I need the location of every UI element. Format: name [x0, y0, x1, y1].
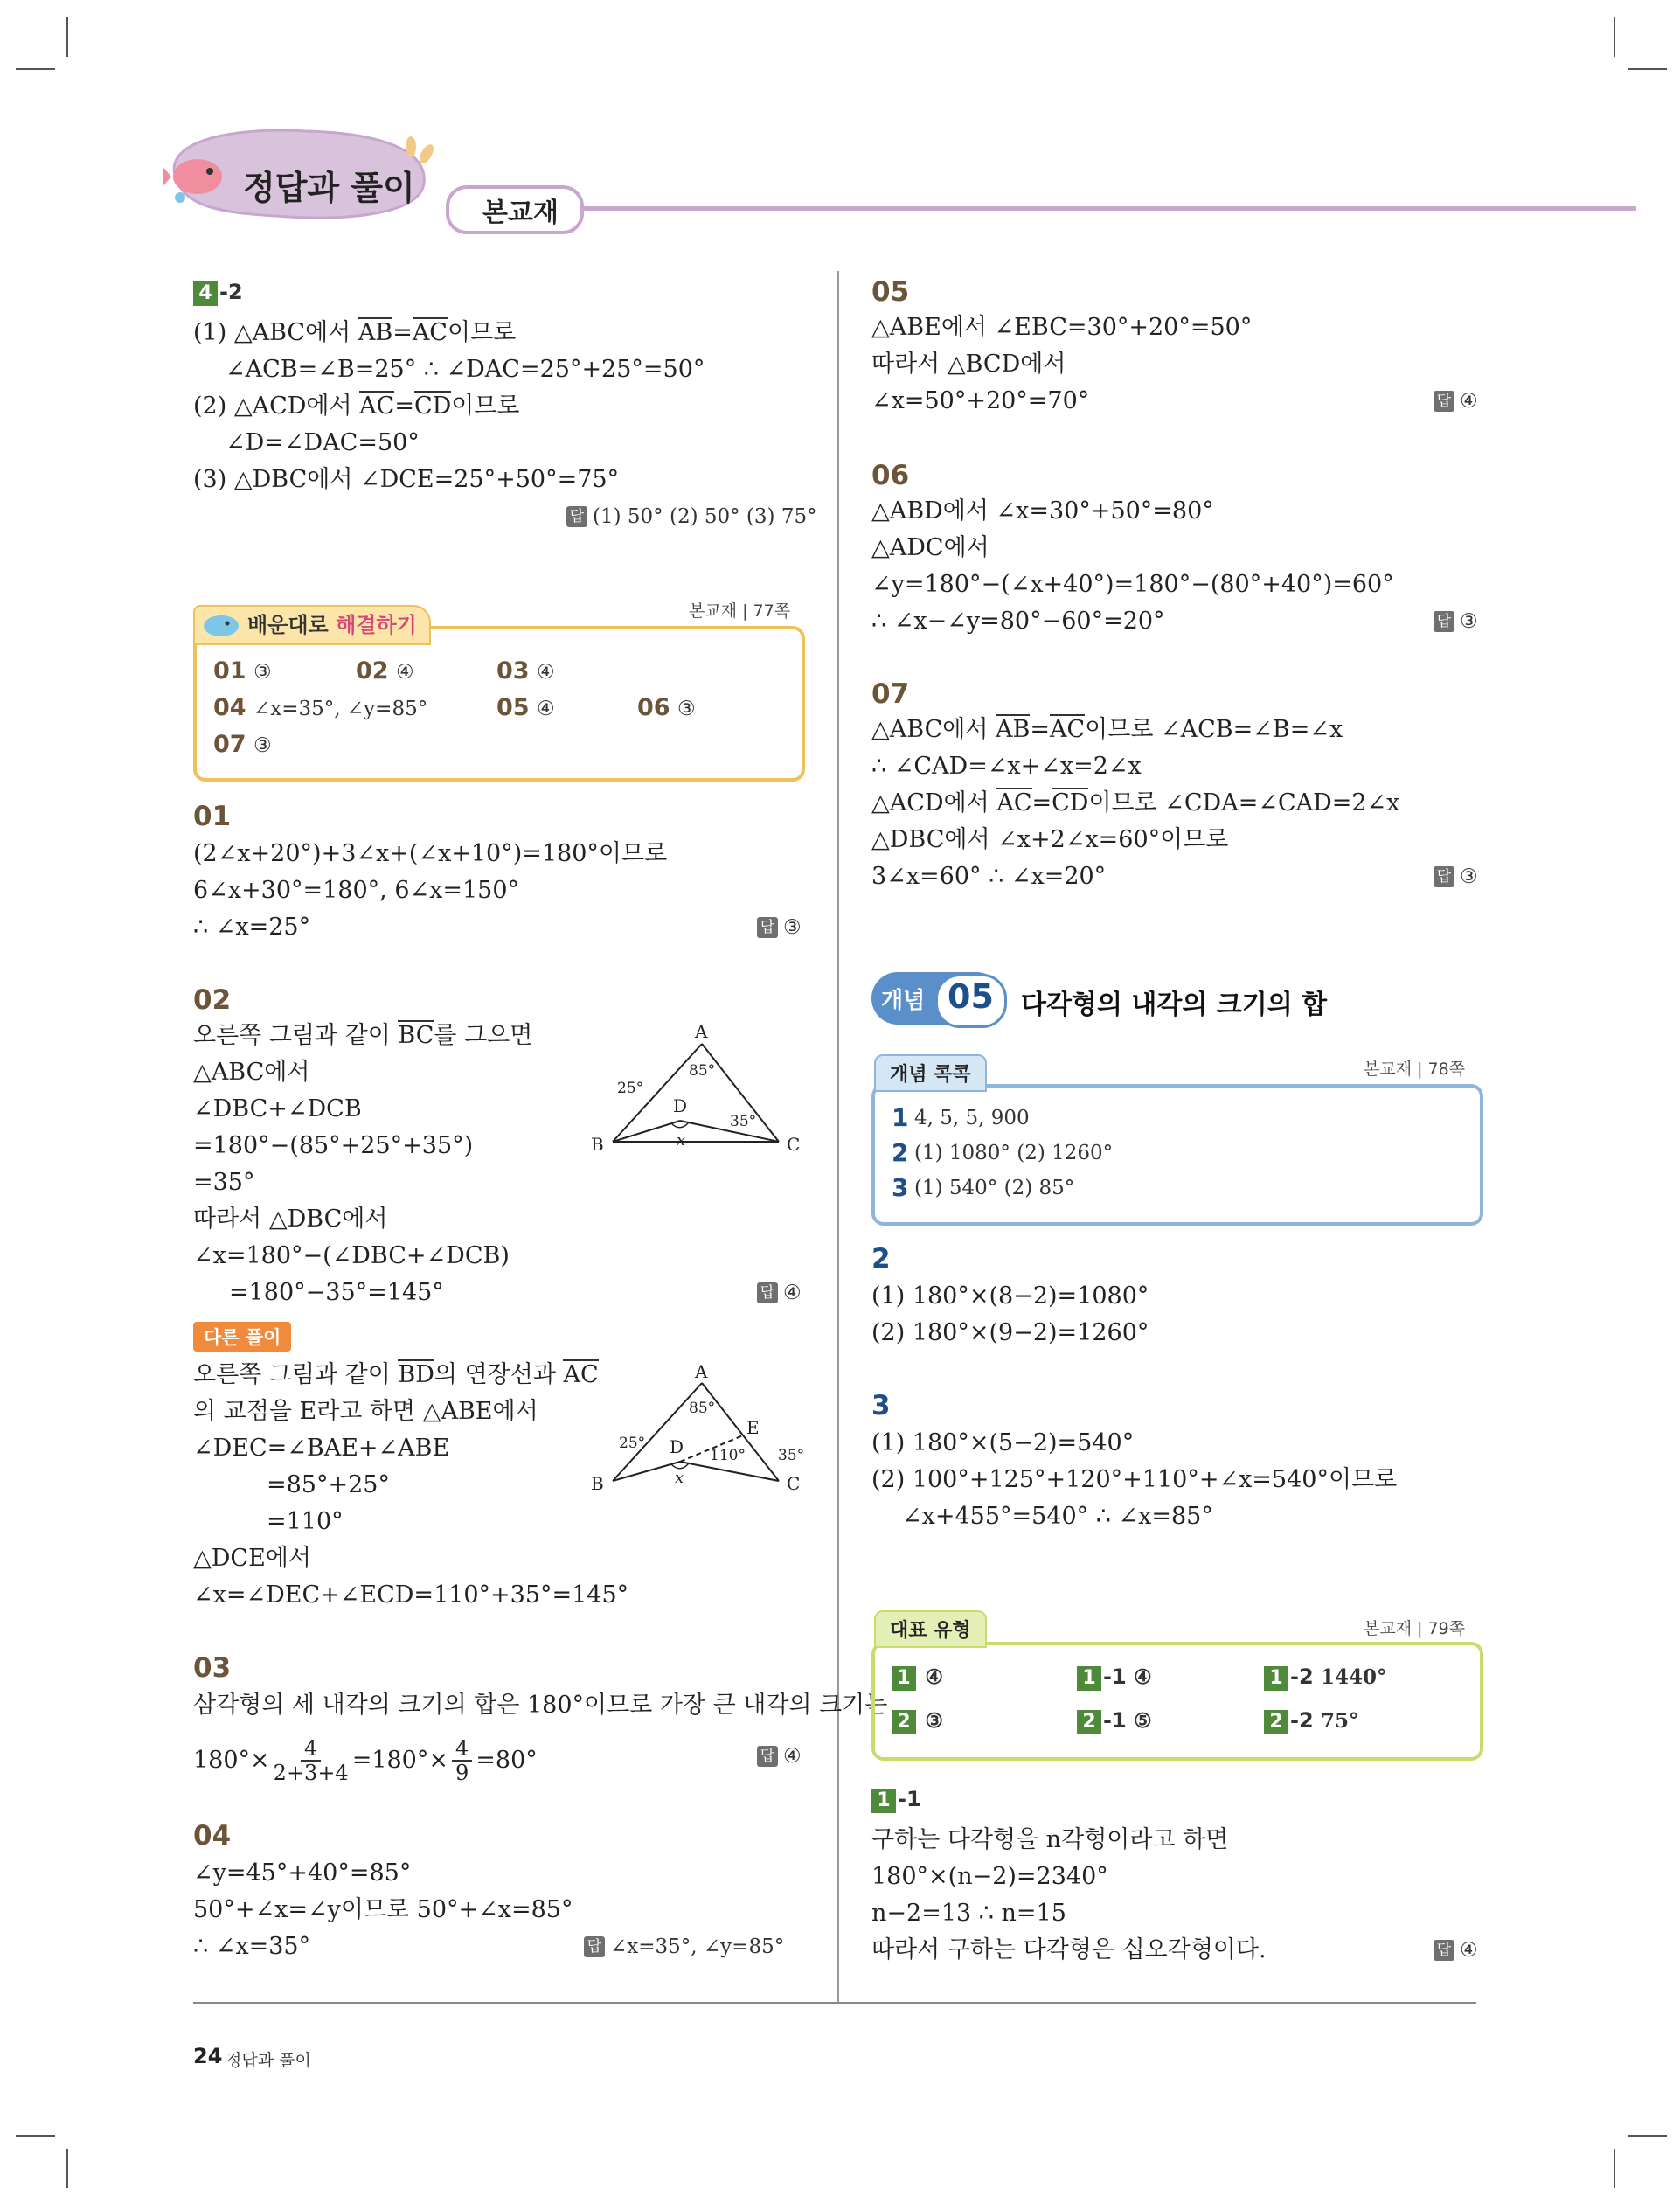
solution-number: 07 [871, 678, 910, 710]
label-35: 35° [778, 1447, 805, 1464]
text-line: 오른쪽 그림과 같이 BC를 그으면 [193, 1022, 533, 1049]
text-line: ∠DEC=∠BAE+∠ABE [193, 1435, 450, 1462]
solve-item-value: ④ [537, 698, 555, 720]
solve-item-value: ④ [396, 661, 414, 684]
text-line: △DBC에서 ∠x+2∠x=60°이므로 [871, 826, 1229, 853]
text-line: 따라서 △DBC에서 [193, 1206, 388, 1233]
label-C: C [787, 1473, 801, 1494]
text-line: ∴ ∠x=35° [193, 1933, 311, 1960]
text-line: △ABC에서 AB=AC이므로 ∠ACB=∠B=∠x [871, 716, 1343, 743]
crop-mark [16, 2135, 55, 2137]
text-line: ∠ACB=∠B=25° ∴ ∠DAC=25°+25°=50° [226, 356, 705, 383]
rep-item: 2 -1 ⑤ [1077, 1708, 1152, 1734]
solve-item-number: 04 [213, 694, 246, 721]
page-number: 24 [193, 2044, 223, 2068]
text-line: ∠y=180°−(∠x+40°)=180°−(80°+40°)=60° [871, 571, 1394, 598]
page-ref: 본교재 | 78쪽 [1364, 1060, 1466, 1079]
page-ref: 본교재 | 79쪽 [1364, 1619, 1466, 1638]
solve-item-number: 01 [213, 657, 246, 685]
answer: 답 ③ [757, 916, 802, 939]
text-line: (2) 180°×(9−2)=1260° [871, 1319, 1149, 1346]
text-line: ∠D=∠DAC=50° [226, 429, 420, 456]
solution-number: 05 [871, 276, 910, 308]
footer-rule [193, 2002, 1476, 2004]
text-line: △ABE에서 ∠EBC=30°+20°=50° [871, 314, 1253, 341]
crop-mark [16, 68, 55, 70]
text-line: =35° [193, 1169, 255, 1196]
crop-mark [1614, 2149, 1615, 2188]
answer: 답 ④ [757, 1282, 802, 1304]
header-tab-label: 본교재 [482, 198, 559, 228]
text-line: (1) △ABC에서 AB=AC이므로 [193, 319, 517, 346]
triangle-figure-1 [584, 1023, 811, 1163]
text-line: (2∠x+20°)+3∠x+(∠x+10°)=180°이므로 [193, 840, 668, 867]
text-line: =110° [267, 1508, 344, 1535]
check-item-number: 3 [892, 1173, 909, 1202]
text-line: ∴ ∠x−∠y=80°−60°=20° [871, 608, 1165, 635]
solve-item-number: 06 [637, 694, 670, 721]
text-line: △DCE에서 [193, 1545, 311, 1572]
text-line: 오른쪽 그림과 같이 BD의 연장선과 AC [193, 1361, 599, 1388]
text-line: 의 교점을 E라고 하면 △ABE에서 [193, 1398, 538, 1425]
crop-mark [66, 2149, 68, 2188]
check-tag: 개념 콕콕 [874, 1054, 987, 1092]
solve-item-number: 07 [213, 731, 246, 758]
answer: 답 ④ [1434, 390, 1478, 413]
solution-number: 03 [193, 1652, 232, 1684]
text-line: =85°+25° [267, 1471, 390, 1498]
text-line: =180°−35°=145° [229, 1279, 444, 1306]
check-item-number: 1 [892, 1103, 909, 1132]
rep-item: 2 -2 75° [1264, 1708, 1359, 1734]
header-rule [446, 206, 1636, 211]
text-line: =180°−(85°+25°+35°) [193, 1132, 474, 1159]
text-line: 50°+∠x=∠y이므로 50°+∠x=85° [193, 1896, 573, 1923]
page-title: 정답과 풀이 [243, 169, 415, 207]
answer: 답 (1) 50° (2) 50° (3) 75° [566, 505, 817, 528]
solution-number: 2 [871, 1243, 891, 1275]
rep-item: 1 -1 ④ [1077, 1664, 1152, 1691]
text-line: ∠x+455°=540° ∴ ∠x=85° [902, 1503, 1213, 1530]
tag-suffix: -2 [219, 280, 243, 304]
text-line: ∠x=180°−(∠DBC+∠DCB) [193, 1242, 510, 1269]
text-line: ∠y=45°+40°=85° [193, 1859, 412, 1887]
rep-item: 2 ③ [892, 1708, 943, 1734]
label-25: 25° [619, 1435, 646, 1452]
label-D: D [670, 1436, 684, 1457]
alt-tag: 다른 풀이 [193, 1322, 291, 1352]
text-line: 따라서 △BCD에서 [871, 351, 1066, 378]
crop-mark [1614, 17, 1615, 57]
concept-tag: 개념 [881, 988, 926, 1014]
solution-number: 02 [193, 984, 232, 1016]
solve-tag: 배운대로 해결하기 [193, 605, 431, 645]
text-line: 3∠x=60° ∴ ∠x=20° [871, 863, 1107, 890]
text-line: (3) △DBC에서 ∠DCE=25°+50°=75° [193, 466, 620, 493]
rep-item: 1 -2 1440° [1264, 1664, 1387, 1691]
label-x: x [677, 1131, 686, 1150]
solve-item-value: ③ [253, 661, 272, 684]
tag-number: 4 [193, 281, 218, 306]
label-E: E [746, 1417, 760, 1438]
label-85: 85° [689, 1400, 716, 1417]
label-A: A [695, 1364, 708, 1382]
text-line: (1) 180°×(5−2)=540° [871, 1429, 1135, 1456]
solution-number: 3 [871, 1390, 891, 1421]
answer: 답 ∠x=35°, ∠y=85° [584, 1935, 784, 1958]
text-line: n−2=13 ∴ n=15 [871, 1900, 1066, 1927]
text-line: (2) △ACD에서 AC=CD이므로 [193, 393, 520, 420]
solve-item-number: 02 [356, 657, 389, 685]
concept-number: 05 [948, 977, 994, 1016]
solve-item-value: ∠x=35°, ∠y=85° [253, 698, 428, 720]
solution-number: 06 [871, 460, 910, 491]
page-ref: 본교재 | 77쪽 [689, 601, 791, 621]
text-line: ∠x=50°+20°=70° [871, 387, 1090, 414]
fraction-line: 180°× $\frac{4}{2+3+4}$ =180°× $\frac{4}{9}$ =80° [193, 1736, 538, 1785]
check-item-value: (1) 1080° (2) 1260° [914, 1142, 1114, 1164]
label-x: x [675, 1469, 684, 1487]
text-line: △ABD에서 ∠x=30°+50°=80° [871, 497, 1214, 525]
text-line: 따라서 구하는 다각형은 십오각형이다. [871, 1936, 1267, 1963]
answer: 답 ③ [1434, 610, 1478, 633]
rep-tag-label: 대표 유형 [890, 1620, 971, 1642]
solve-item-number: 03 [496, 657, 530, 685]
text-line: ∴ ∠x=25° [193, 914, 311, 941]
column-divider [837, 271, 839, 2002]
crop-mark [1628, 68, 1667, 70]
answer: 답 ④ [1434, 1939, 1478, 1962]
solve-item-value: ③ [253, 734, 272, 757]
label-A: A [695, 1023, 708, 1042]
label-35: 35° [730, 1113, 757, 1130]
crop-mark [1628, 2135, 1667, 2137]
check-item-number: 2 [892, 1138, 909, 1167]
answer: 답 ③ [1434, 865, 1478, 888]
solve-item-number: 05 [496, 694, 530, 721]
label-85: 85° [689, 1062, 716, 1080]
text-line: ∴ ∠CAD=∠x+∠x=2∠x [871, 753, 1142, 780]
label-B: B [591, 1134, 604, 1155]
check-item-value: (1) 540° (2) 85° [914, 1177, 1075, 1199]
whale-icon [199, 601, 243, 640]
label-25: 25° [617, 1080, 644, 1097]
solve-item-value: ③ [677, 698, 696, 720]
fish-icon [163, 147, 233, 208]
text-line: ∠x=∠DEC+∠ECD=110°+35°=145° [193, 1581, 629, 1609]
label-C: C [787, 1134, 801, 1155]
rep-box [871, 1642, 1483, 1761]
crop-mark [66, 17, 68, 57]
footer-label: 정답과 풀이 [226, 2051, 311, 2070]
answer: 답 ④ [757, 1745, 802, 1768]
problem-tag [193, 280, 243, 306]
label-B: B [591, 1473, 604, 1494]
text-line: 삼각형의 세 내각의 크기의 합은 180°이므로 가장 큰 내각의 크기는 [193, 1692, 888, 1719]
problem-tag: 1 -1 [871, 1787, 921, 1813]
triangle-figure-2 [584, 1364, 820, 1512]
text-line: △ABC에서 [193, 1059, 310, 1086]
concept-title: 다각형의 내각의 크기의 합 [1021, 990, 1328, 1020]
text-line: 180°×(n−2)=2340° [871, 1863, 1108, 1890]
text-line: △ACD에서 AC=CD이므로 ∠CDA=∠CAD=2∠x [871, 789, 1400, 817]
text-line: 구하는 다각형을 n각형이라고 하면 [871, 1826, 1229, 1853]
text-line: (2) 100°+125°+120°+110°+∠x=540°이므로 [871, 1466, 1398, 1493]
rep-item: 1 ④ [892, 1664, 943, 1691]
solution-number: 04 [193, 1820, 232, 1852]
rep-tag [874, 1610, 987, 1648]
solution-number: 01 [193, 801, 232, 832]
label-110: 110° [710, 1447, 746, 1464]
check-item-value: 4, 5, 5, 900 [914, 1107, 1030, 1129]
solve-item-value: ④ [537, 661, 555, 684]
text-line: (1) 180°×(8−2)=1080° [871, 1282, 1149, 1310]
label-D: D [673, 1095, 688, 1116]
text-line: 6∠x+30°=180°, 6∠x=150° [193, 877, 520, 904]
text-line: △ADC에서 [871, 534, 989, 561]
text-line: ∠DBC+∠DCB [193, 1095, 362, 1122]
